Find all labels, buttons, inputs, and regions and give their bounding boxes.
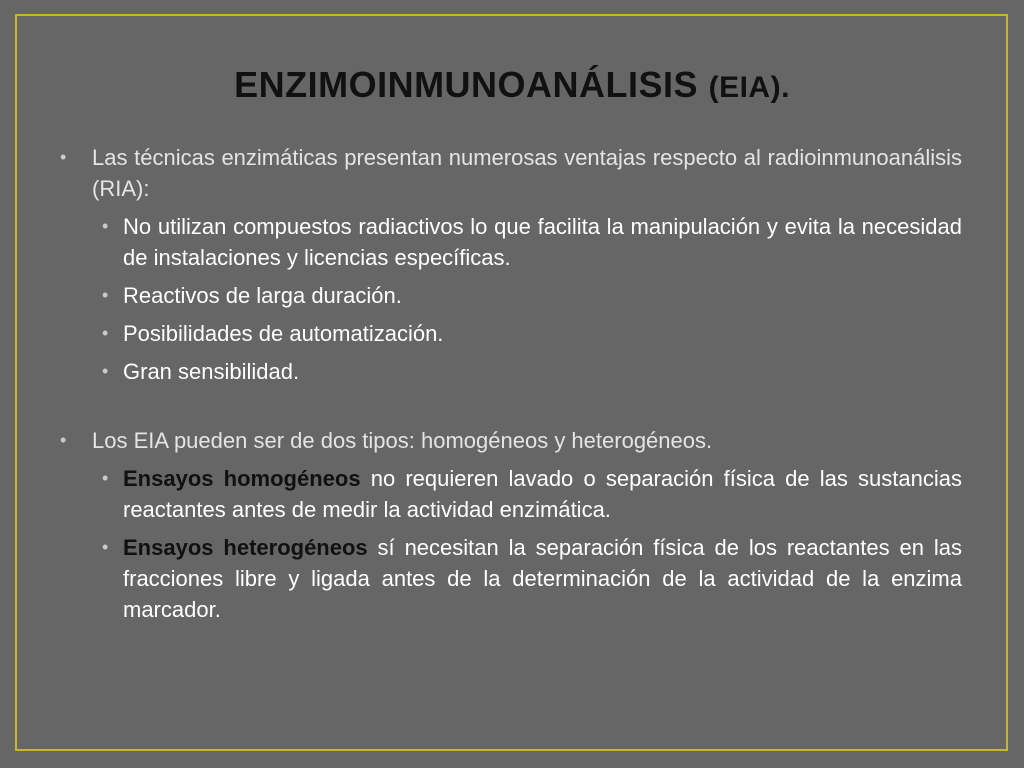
- sub-bullet-text: No utilizan compuestos radiactivos lo que facilita la manipulación y evita la necesidad de instalaciones y licencias específicas.: [123, 214, 962, 270]
- sub-bullet-text: Reactivos de larga duración.: [123, 283, 402, 308]
- sub-bullet-no-radioactive: [102, 211, 962, 273]
- bullet-text: Las técnicas enzimáticas presentan numerosas ventajas respecto al radioinmunoanálisis (RIA):: [92, 145, 962, 201]
- sub-bullet-homogeneous: [102, 463, 962, 525]
- bullet-dot-icon: •: [102, 468, 109, 488]
- slide-title: [0, 64, 1024, 106]
- sub-bullet-long-duration: [102, 280, 962, 311]
- bullet-dot-icon: •: [102, 537, 109, 557]
- bullet-eia-types: [58, 425, 962, 456]
- bullet-dot-icon: •: [60, 430, 67, 450]
- bullet-dot-icon: •: [102, 216, 109, 236]
- bullet-text: Los EIA pueden ser de dos tipos: homogéneos y heterogéneos.: [92, 428, 713, 453]
- sub-bullet-sensitivity: [102, 356, 962, 387]
- sub-bullet-heterogeneous: [102, 532, 962, 625]
- sub-bullet-text: Posibilidades de automatización.: [123, 321, 444, 346]
- sub-bullet-automation: [102, 318, 962, 349]
- title-suffix: (EIA).: [708, 71, 790, 104]
- bullet-advantages: [58, 142, 962, 204]
- bullet-dot-icon: •: [102, 323, 109, 343]
- sub-bullet-text: sí necesitan la separación física de los reactantes en las fracciones libre y ligada antes de la determinación de la actividad de la enzima marcador.: [123, 535, 962, 622]
- bullet-dot-icon: •: [102, 361, 109, 381]
- bullet-dot-icon: •: [60, 147, 67, 167]
- bullet-dot-icon: •: [102, 285, 109, 305]
- term-heterogeneous: Ensayos heterogéneos: [123, 535, 368, 560]
- title-main: ENZIMOINMUNOANÁLISIS: [234, 64, 699, 105]
- slide-content: [58, 142, 962, 625]
- term-homogeneous: Ensayos homogéneos: [123, 466, 361, 491]
- sub-bullet-text: Gran sensibilidad.: [123, 359, 300, 384]
- sub-bullet-text: no requieren lavado o separación física de las sustancias reactantes antes de medir la actividad enzimática.: [123, 466, 962, 522]
